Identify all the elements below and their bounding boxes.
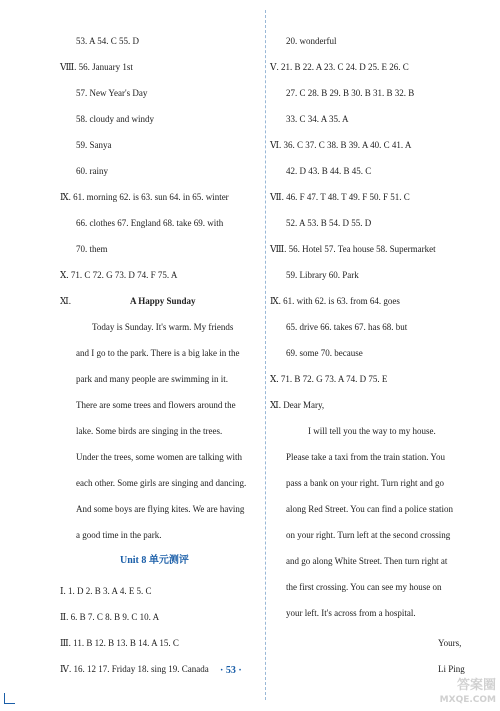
page-number: · 53 · [220,665,242,676]
answer-line: Ⅸ. 61. morning 62. is 63. sun 64. in 65. winter [60,192,229,202]
essay-line: Today is Sunday. It's warm. My friends [92,322,234,332]
essay-line: There are some trees and flowers around the [76,400,236,410]
answer-line: Ⅷ. 56. Hotel 57. Tea house 58. Supermarket [270,244,436,254]
answer-line: Ⅲ. 11. B 12. B 13. B 14. A 15. C [60,638,179,648]
letter-line: the first crossing. You can see my house on [286,582,442,592]
answer-line: Ⅸ. 61. with 62. is 63. from 64. goes [270,296,400,306]
answer-line: Ⅳ. 16. 12 17. Friday 18. sing 19. Canada [60,664,209,674]
answer-line: 58. cloudy and windy [76,114,154,124]
answer-line: 33. C 34. A 35. A [286,114,349,124]
essay-line: each other. Some girls are singing and dancing. [76,478,247,488]
answer-line: 52. A 53. B 54. D 55. D [286,218,372,228]
watermark-text: 答案圈 [456,678,496,693]
letter-signature: Li Ping [438,664,465,674]
answer-line: Ⅰ. 1. D 2. B 3. A 4. E 5. C [60,586,152,596]
answer-line: Ⅶ. 46. F 47. T 48. T 49. F 50. F 51. C [270,192,410,202]
essay-line: And some boys are flying kites. We are having [76,504,245,514]
answer-line: 59. Library 60. Park [286,270,359,280]
corner-mark [4,693,15,704]
answer-line: Ⅴ. 21. B 22. A 23. C 24. D 25. E 26. C [270,62,409,72]
answer-line: 66. clothes 67. England 68. take 69. with [76,218,224,228]
answer-line: 70. them [76,244,108,254]
letter-closing: Yours, [438,638,462,648]
letter-line: along Red Street. You can find a police station [286,504,453,514]
answer-line: 59. Sanya [76,140,112,150]
essay-line: Under the trees, some women are talking with [76,452,242,462]
answer-line: Ⅹ. 71. C 72. G 73. D 74. F 75. A [60,270,178,280]
letter-line: I will tell you the way to my house. [308,426,436,436]
column-divider [265,10,266,700]
essay-line: park and many people are swimming in it. [76,374,228,384]
letter-line: on your right. Turn left at the second crossing [286,530,451,540]
answer-line: 53. A 54. C 55. D [76,36,140,46]
letter-line: pass a bank on your right. Turn right and go [286,478,444,488]
letter-greeting: Ⅺ. Dear Mary, [270,400,325,410]
watermark-url: MXQE.COM [439,695,496,705]
answer-line: 20. wonderful [286,36,337,46]
letter-line: Please take a taxi from the train station. You [286,452,445,462]
essay-line: lake. Some birds are singing in the trees. [76,426,223,436]
watermark [426,679,496,709]
answer-line: 69. some 70. because [286,348,363,358]
unit-heading: Unit 8 单元测评 [120,555,189,566]
answer-line: Ⅱ. 6. B 7. C 8. B 9. C 10. A [60,612,160,622]
answer-line: Ⅵ. 36. C 37. C 38. B 39. A 40. C 41. A [270,140,412,150]
essay-title: A Happy Sunday [130,296,196,306]
answer-line: 57. New Year's Day [76,88,148,98]
answer-line: 27. C 28. B 29. B 30. B 31. B 32. B [286,88,415,98]
answer-line: 60. rainy [76,166,108,176]
essay-line: a good time in the park. [76,530,162,540]
answer-line: 42. D 43. B 44. B 45. C [286,166,372,176]
section-label: Ⅺ. [60,296,71,306]
answer-line: 65. drive 66. takes 67. has 68. but [286,322,408,332]
letter-line: and go along White Street. Then turn right at [286,556,448,566]
essay-line: and I go to the park. There is a big lake in the [76,348,240,358]
letter-line: your left. It's across from a hospital. [286,608,416,618]
answer-line: Ⅹ. 71. B 72. G 73. A 74. D 75. E [270,374,388,384]
answer-line: Ⅷ. 56. January 1st [60,62,133,72]
